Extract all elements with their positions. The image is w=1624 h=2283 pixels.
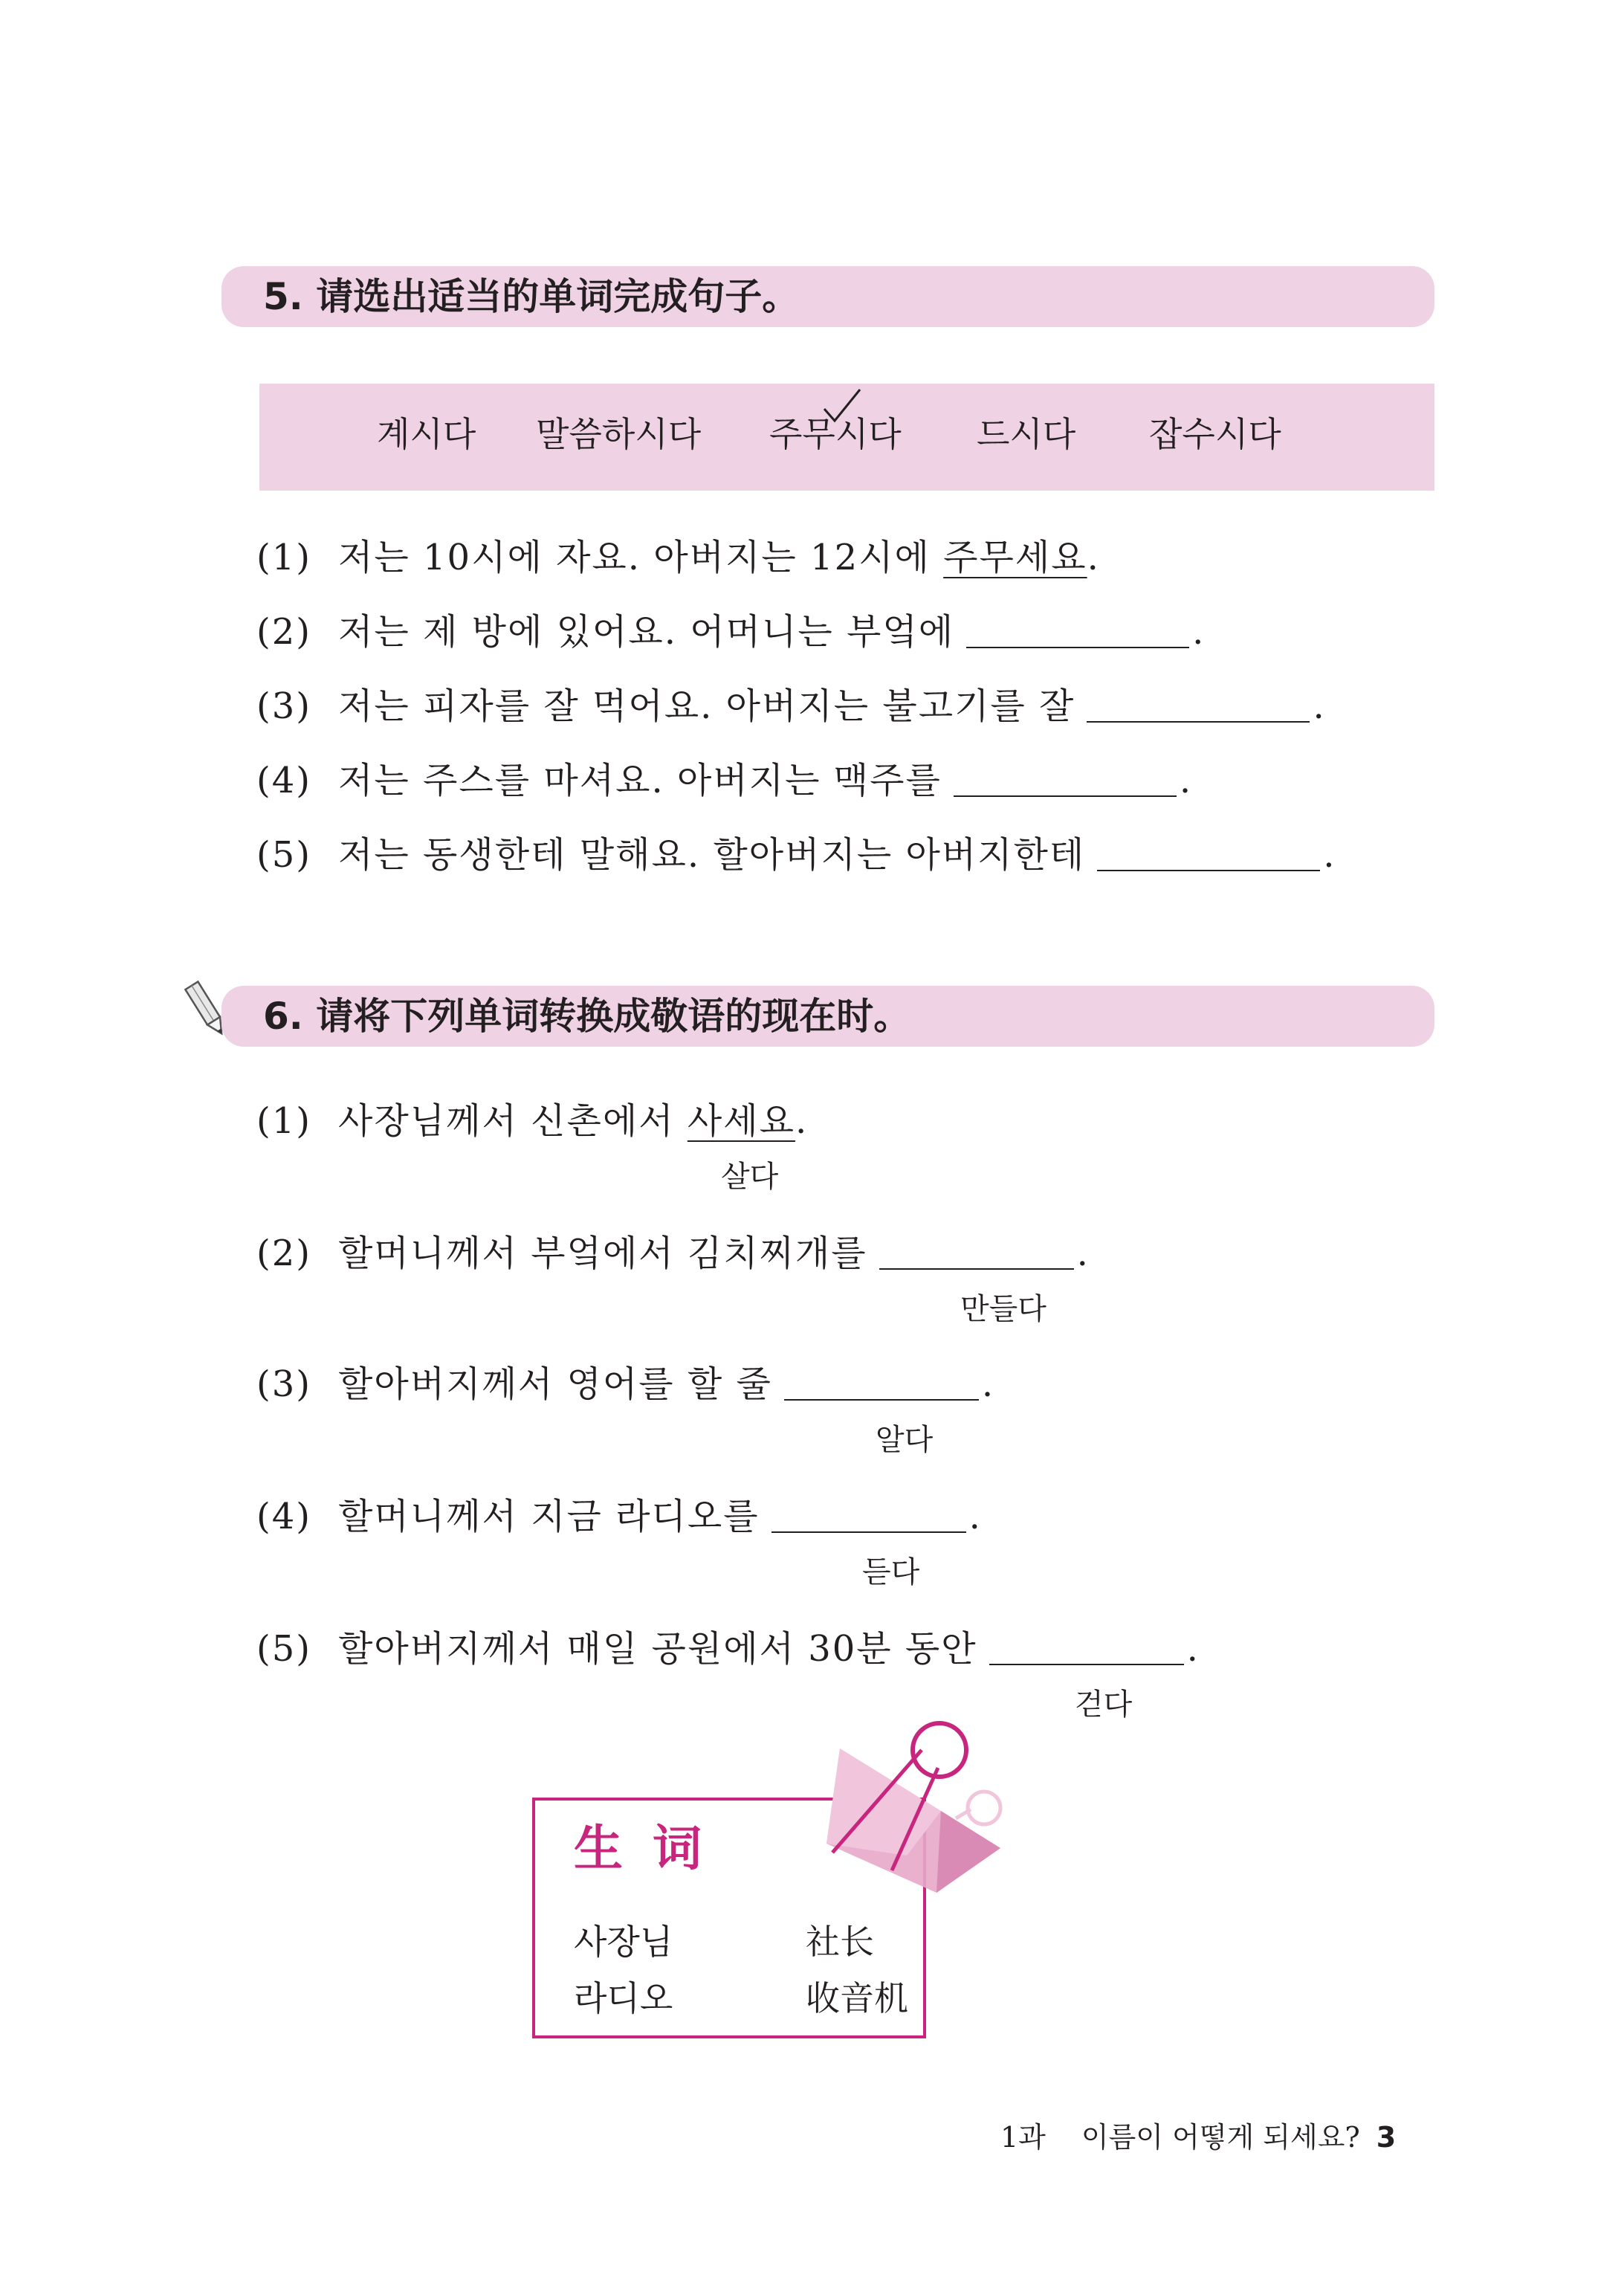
s5-question-5 (256, 831, 1336, 879)
section6-title: 6. 请将下列单词转换成敬语的现在时。 (263, 995, 911, 1038)
question-text: 사장님께서 신촌에서 (338, 1100, 675, 1142)
word-option-2: 말씀하시다 (536, 414, 702, 454)
section5-banner (221, 266, 1434, 327)
question-text: 할머니께서 지금 라디오를 (338, 1496, 760, 1537)
s6-hint-1: 살다 (721, 1160, 779, 1194)
vocab-chinese-1: 社长 (806, 1922, 874, 1962)
question-text: 할아버지께서 매일 공원에서 30분 동안 (338, 1628, 977, 1670)
question-number: (2) (256, 1233, 311, 1274)
vocab-korean-2: 라디오 (574, 1978, 673, 2018)
s6-question-1 (256, 1097, 808, 1145)
answer-blank[interactable] (1097, 870, 1320, 871)
question-text: 할머니께서 부엌에서 김치찌개를 (338, 1233, 867, 1274)
sentence-end: . (968, 1496, 982, 1537)
sentence-end: . (1179, 760, 1193, 801)
sentence-end: . (795, 1100, 809, 1142)
page-number: 3 (1376, 2121, 1397, 2154)
answer-blank[interactable] (954, 795, 1177, 797)
question-text: 저는 제 방에 있어요. 어머니는 부엌에 (338, 611, 955, 653)
sentence-end: . (1186, 1628, 1200, 1670)
question-number: (3) (256, 685, 311, 727)
question-number: (1) (256, 537, 311, 578)
question-text: 할아버지께서 영어를 할 줄 (338, 1363, 772, 1405)
question-number: (2) (256, 611, 311, 653)
s6-question-3 (256, 1360, 994, 1408)
sentence-end: . (1313, 685, 1326, 727)
s5-question-4 (256, 757, 1192, 804)
answer-blank[interactable] (966, 647, 1189, 648)
word-option-3: 주무시다 (769, 414, 902, 454)
question-number: (5) (256, 1628, 311, 1670)
answer-example: 주무세요 (943, 537, 1087, 578)
question-number: (5) (256, 834, 311, 876)
word-option-4: 드시다 (977, 414, 1076, 454)
question-text: 저는 10시에 자요. 아버지는 12시에 (338, 537, 931, 578)
lesson-title: 이름이 어떻게 되세요? (1081, 2121, 1360, 2154)
question-number: (3) (256, 1363, 311, 1405)
vocabulary-title: 生词 (574, 1819, 731, 1877)
chapter-label: 1과 (1000, 2121, 1046, 2154)
question-number: (4) (256, 1496, 311, 1537)
question-text: 저는 주스를 마셔요. 아버지는 맥주를 (338, 760, 942, 801)
page-footer (1000, 2119, 1396, 2156)
s6-question-4 (256, 1493, 982, 1540)
word-option-1: 계시다 (377, 414, 476, 454)
sentence-end: . (1076, 1233, 1090, 1274)
s6-hint-2: 만들다 (960, 1292, 1046, 1326)
answer-blank[interactable] (989, 1664, 1184, 1665)
section5-title: 5. 请选出适当的单词完成句子。 (263, 275, 800, 318)
s6-hint-3: 알다 (876, 1423, 934, 1457)
sentence-end: . (1087, 537, 1100, 578)
word-option-5: 잡수시다 (1149, 414, 1281, 454)
answer-blank[interactable] (771, 1531, 966, 1533)
s5-question-1 (256, 534, 1100, 581)
vocab-korean-1: 사장님 (574, 1922, 673, 1962)
question-number: (1) (256, 1100, 311, 1142)
answer-blank[interactable] (1087, 721, 1310, 723)
checkmark-icon (821, 387, 863, 425)
question-text: 저는 동생한테 말해요. 할아버지는 아버지한테 (338, 834, 1086, 876)
answer-example: 사세요 (687, 1100, 795, 1142)
s6-question-2 (256, 1230, 1090, 1277)
s6-hint-5: 걷다 (1075, 1688, 1133, 1722)
s5-question-3 (256, 682, 1326, 730)
sentence-end: . (981, 1363, 995, 1405)
section6-banner (221, 986, 1434, 1047)
question-text: 저는 피자를 잘 먹어요. 아버지는 불고기를 잘 (338, 685, 1075, 727)
question-number: (4) (256, 760, 311, 801)
paper-clip-icon (810, 1707, 1026, 1900)
vocab-chinese-2: 收音机 (806, 1978, 908, 2018)
s6-hint-4: 듣다 (862, 1555, 920, 1589)
answer-blank[interactable] (879, 1268, 1074, 1270)
s6-question-5 (256, 1625, 1200, 1673)
sentence-end: . (1323, 834, 1336, 876)
s5-question-2 (256, 608, 1205, 656)
sentence-end: . (1192, 611, 1206, 653)
answer-blank[interactable] (784, 1399, 979, 1401)
